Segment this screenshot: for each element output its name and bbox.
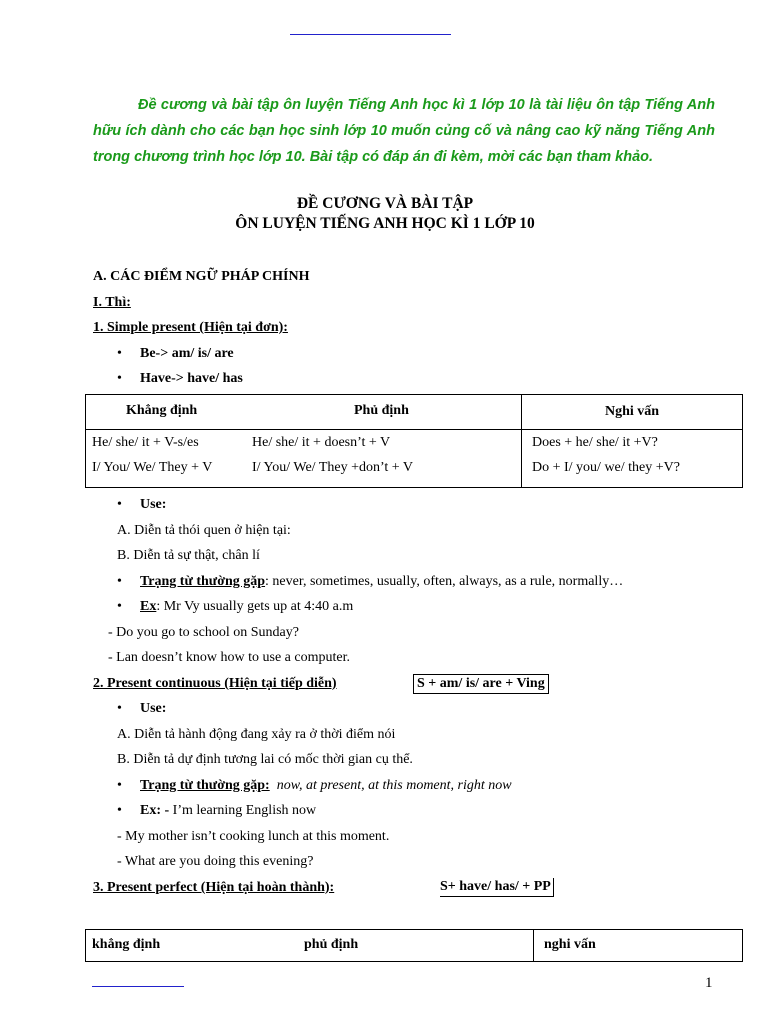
adverbs-text: now, at present, at this moment, right now: [276, 778, 512, 793]
table-header-cell: [522, 395, 743, 430]
bullet-icon: •: [117, 574, 122, 589]
adverbs-line: [140, 573, 623, 591]
table-header-cell: [534, 930, 743, 962]
example-3: - Lan doesn’t know how to use a computer.: [108, 650, 350, 665]
intro-paragraph: Đề cương và bài tập ôn luyện Tiếng Anh học kì 1 lớp 10 là tài liệu ôn tập Tiếng Anh hữu ích dành cho các bạn học sinh lớp 10 muốn củng cố và nâng cao kỹ năng Tiếng Anh trong chương trình học lớp 10. Bài tập có đáp án đi kèm, mời các bạn tham khảo.: [93, 97, 715, 165]
cell-nghi-van-2: Do + I/ you/ we/ they +V?: [532, 460, 680, 475]
example-text: : Mr Vy usually gets up at 4:40 a.m: [156, 599, 354, 614]
header-khang-dinh: khẳng định: [92, 937, 161, 952]
simple-present-table: [85, 394, 743, 488]
adverbs-label: Trạng từ thường gặp: [140, 574, 266, 589]
bullet-icon: •: [117, 346, 122, 361]
bullet-be: Be-> am/ is/ are: [140, 346, 234, 361]
section-a-heading: A. CÁC ĐIỂM NGỮ PHÁP CHÍNH: [93, 269, 310, 284]
present-continuous-formula: S + am/ is/ are + Ving: [413, 674, 549, 694]
example-2: - Do you go to school on Sunday?: [108, 625, 299, 640]
document-title-line2: ÔN LUYỆN TIẾNG ANH HỌC KÌ 1 LỚP 10: [235, 215, 535, 232]
table-body-cell: [522, 430, 743, 488]
cell-khang-dinh-1: He/ she/ it + V-s/es: [92, 435, 199, 450]
example-text: I’m learning English now: [169, 803, 317, 818]
document-title-line1: ĐỀ CƯƠNG VÀ BÀI TẬP: [296, 195, 474, 212]
table-header-cell: [86, 930, 534, 962]
simple-present-heading: 1. Simple present (Hiện tại đơn):: [93, 320, 288, 335]
bullet-icon: •: [117, 497, 122, 512]
header-phu-dinh: phủ định: [304, 937, 359, 952]
adverbs-label: Trạng từ thường gặp:: [140, 778, 270, 793]
present-perfect-table: [85, 929, 743, 962]
example-3: - What are you doing this evening?: [117, 854, 314, 869]
adverbs-line: [140, 777, 512, 795]
bullet-icon: •: [117, 803, 122, 818]
footer-rule: [92, 986, 184, 987]
bullet-icon: •: [117, 371, 122, 386]
bullet-icon: •: [117, 599, 122, 614]
use-label: Use:: [140, 497, 167, 512]
table-body-cell: [86, 430, 522, 488]
header-nghi-van: nghi vấn: [544, 937, 596, 952]
present-continuous-heading: 2. Present continuous (Hiện tại tiếp diễn): [93, 676, 337, 691]
page-number: 1: [705, 975, 713, 991]
section-i-heading: I. Thì:: [93, 295, 131, 310]
bullet-icon: •: [117, 701, 122, 716]
cell-phu-dinh-1: He/ she/ it + doesn’t + V: [252, 435, 391, 450]
use-a: A. Diễn tả hành động đang xảy ra ở thời điểm nói: [117, 727, 396, 742]
example-line: [140, 598, 353, 616]
use-label: Use:: [140, 701, 167, 716]
adverbs-text: : never, sometimes, usually, often, always, as a rule, normally…: [265, 574, 624, 589]
present-perfect-formula: S+ have/ has/ + PP: [440, 878, 554, 897]
example-label: Ex: -: [140, 803, 170, 818]
header-phu-dinh: Phủ định: [354, 403, 409, 418]
use-b: B. Diễn tả sự thật, chân lí: [117, 548, 260, 563]
example-2: - My mother isn’t cooking lunch at this moment.: [117, 829, 390, 844]
table-header-cell: [86, 395, 522, 430]
use-a: A. Diễn tả thói quen ở hiện tại:: [117, 523, 291, 538]
cell-khang-dinh-2: I/ You/ We/ They + V: [92, 460, 213, 475]
cell-nghi-van-1: Does + he/ she/ it +V?: [532, 435, 658, 450]
example-label: Ex: [140, 599, 157, 614]
bullet-icon: •: [117, 778, 122, 793]
present-perfect-heading: 3. Present perfect (Hiện tại hoàn thành):: [93, 880, 335, 895]
bullet-have: Have-> have/ has: [140, 371, 243, 386]
header-nghi-van: Nghi vấn: [604, 404, 660, 419]
cell-phu-dinh-2: I/ You/ We/ They +don’t + V: [252, 460, 414, 475]
header-khang-dinh: Khẳng định: [126, 403, 198, 418]
use-b: B. Diễn tả dự định tương lai có mốc thời gian cụ thể.: [117, 752, 413, 767]
example-line: [140, 802, 316, 820]
header-rule: [290, 34, 451, 35]
